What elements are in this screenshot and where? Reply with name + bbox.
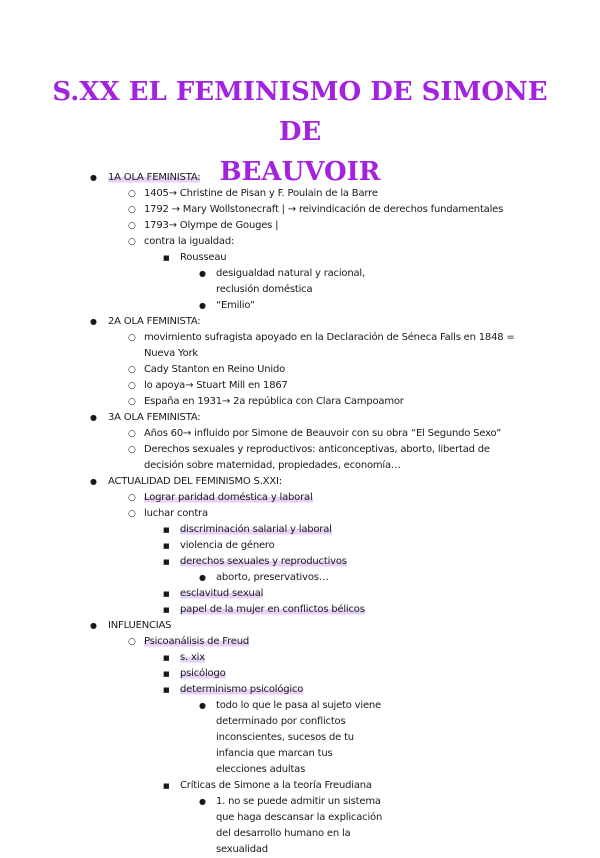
list-item: ○ contra la igualdad: ■ Rousseau ● desigualdad natural y racional, reclusión doméstica ● “Emilio”: [0, 234, 600, 314]
section-ola3: [0, 410, 600, 474]
list-item: ○ Derechos sexuales y reproductivos: anticonceptivas, aborto, libertad de decisión sobre maternidad, propiedades, economía…: [0, 442, 600, 474]
sublist: [0, 186, 600, 314]
list-item: ○ España en 1931→ 2a república con Clara Campoamor: [0, 394, 600, 410]
list-item: ● todo lo que le pasa al sujeto viene determinado por conflictos inconscientes, sucesos de tu infancia que marcan tus elecciones adultas: [0, 698, 456, 778]
list-item: ○ 1793→ Olympe de Gouges |: [0, 218, 600, 234]
sublist: [0, 650, 528, 858]
outline-list: [0, 170, 600, 858]
list-item: ○ 1405→ Christine de Pisan y F. Poulain de la Barre: [0, 186, 600, 202]
list-item: ○ 1792 → Mary Wollstonecraft | → reivindicación de derechos fundamentales: [0, 202, 600, 218]
list-item: ● “Emilio”: [0, 298, 456, 314]
document-body: [0, 170, 600, 858]
list-item: ■ determinismo psicológico ● todo lo que le pasa al sujeto viene determinado por conflictos inconscientes, sucesos de tu infancia que marcan tus elecciones adultas: [0, 682, 528, 778]
list-item: ○ luchar contra ■ discriminación salarial y laboral ■ violencia de género ■ derechos sexuales y reproductivos ● aborto, preservativos… ■ esclavitud sexual ■ papel de la mujer en conflictos bélicos: [0, 506, 600, 618]
list-item: ○ movimiento sufragista apoyado en la Declaración de Séneca Falls en 1848 = Nueva York: [0, 330, 600, 362]
section-label: INFLUENCIAS: [108, 620, 172, 631]
sublist: [0, 250, 528, 314]
section-label: 3A OLA FEMINISTA:: [108, 412, 201, 423]
list-item: ○ Psicoanálisis de Freud ■ s. xix ■ psicólogo ■ determinismo psicológico ● todo lo que le pasa al sujeto viene determinado por conflictos inconscientes, sucesos de tu infancia que marcan tus elecciones adultas ■ Críticas de Simone a la teoría Freudiana ● 1. no se puede admitir un sistema que haga descansar la explicación del desarrollo humano en la sexualidad: [0, 634, 600, 858]
section-ola2: [0, 314, 600, 410]
list-item: ○ Cady Stanton en Reino Unido: [0, 362, 600, 378]
sublist: [0, 266, 456, 314]
sublist: [0, 426, 600, 474]
list-item: ■ derechos sexuales y reproductivos ● aborto, preservativos…: [0, 554, 528, 586]
sublist: [0, 522, 528, 618]
sublist: [0, 634, 600, 858]
list-item: ● desigualdad natural y racional, reclusión doméstica: [0, 266, 456, 298]
section-actualidad: [0, 474, 600, 618]
sublist: [0, 570, 456, 586]
section-label: ACTUALIDAD DEL FEMINISMO S.XXI:: [108, 476, 282, 487]
list-item: ■ Rousseau ● desigualdad natural y racional, reclusión doméstica ● “Emilio”: [0, 250, 528, 314]
section-label: 2A OLA FEMINISTA:: [108, 316, 201, 327]
list-item: ■ violencia de género: [0, 538, 528, 554]
list-item: ○ lo apoya→ Stuart Mill en 1867: [0, 378, 600, 394]
sublist: [0, 698, 456, 778]
title-line-2: BEAUVOIR: [219, 157, 381, 187]
title-line-1: S.XX EL FEMINISMO DE SIMONE DE: [52, 77, 548, 147]
sublist: [0, 330, 600, 410]
section-label: 1A OLA FEMINISTA:: [108, 172, 201, 183]
sublist: [0, 490, 600, 618]
list-item: ■ esclavitud sexual: [0, 586, 528, 602]
section-influencias: [0, 618, 600, 858]
list-item: ■ psicólogo: [0, 666, 528, 682]
list-item: ● 1. no se puede admitir un sistema que haga descansar la explicación del desarrollo humano en la sexualidad: [0, 794, 456, 858]
sublist: [0, 794, 456, 858]
list-item: ○ Lograr paridad doméstica y laboral: [0, 490, 600, 506]
list-item: ○ Años 60→ influido por Simone de Beauvoir con su obra “El Segundo Sexo”: [0, 426, 600, 442]
list-item: ■ discriminación salarial y laboral: [0, 522, 528, 538]
list-item: ● aborto, preservativos…: [0, 570, 456, 586]
section-ola1: [0, 170, 600, 314]
list-item: ■ papel de la mujer en conflictos bélicos: [0, 602, 528, 618]
list-item: ■ Críticas de Simone a la teoría Freudiana ● 1. no se puede admitir un sistema que haga descansar la explicación del desarrollo humano en la sexualidad: [0, 778, 528, 858]
list-item: ■ s. xix: [0, 650, 528, 666]
